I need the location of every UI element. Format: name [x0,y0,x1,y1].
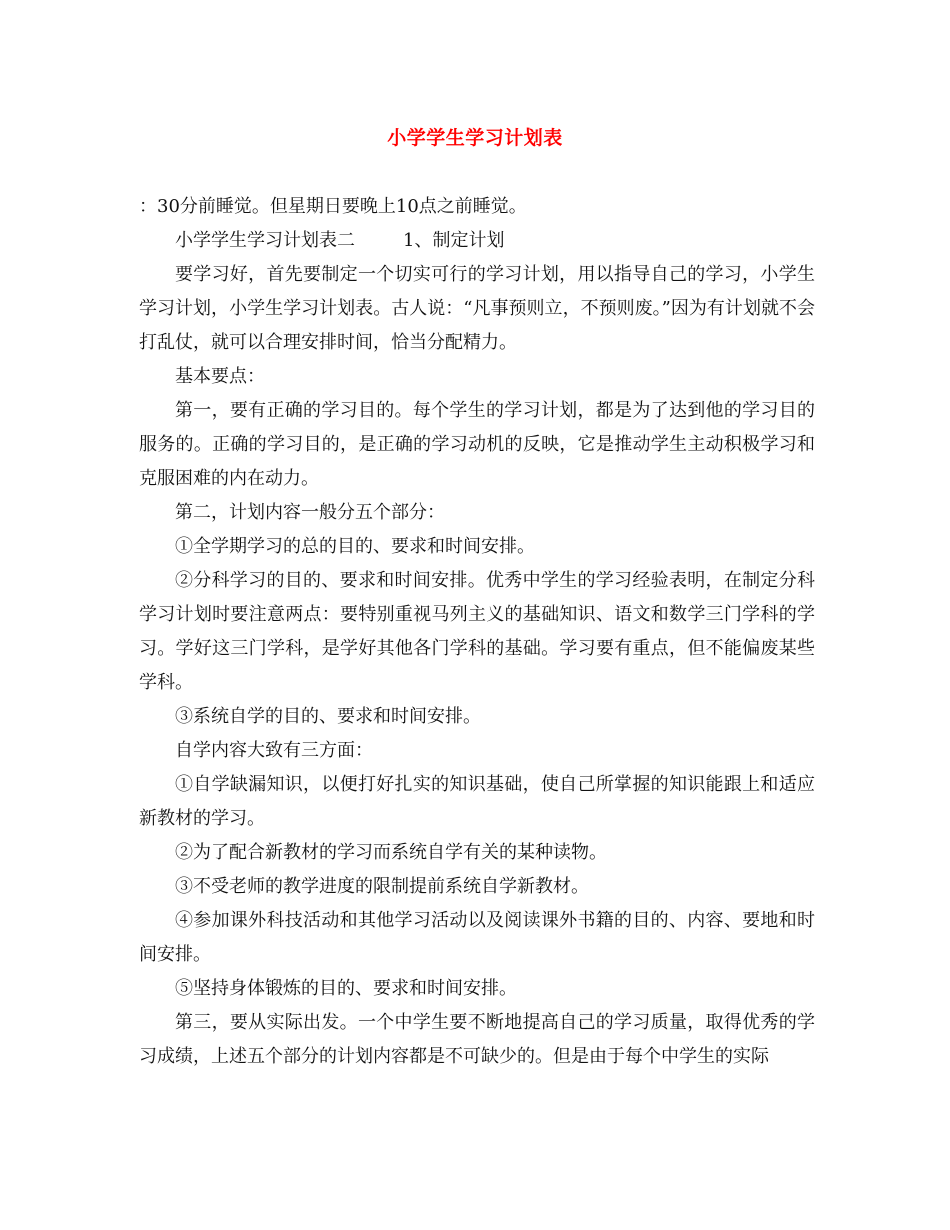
section-heading [139,224,815,258]
paragraph: 第三，要从实际出发。一个中学生要不断地提高自己的学习质量，取得优秀的学习成绩，上述五个部分的计划内容都是不可缺少的。但是由于每个中学生的实际 [139,1012,815,1067]
list-item: ④参加课外科技活动和其他学习活动以及阅读课外书籍的目的、内容、要地和时间安排。 [139,910,815,965]
list-item: ③系统自学的目的、要求和时间安排。 [175,706,481,727]
list-item: ①全学期学习的总的目的、要求和时间安排。 [175,536,535,557]
paragraph: 自学内容大致有三方面： [175,740,373,761]
list-item: ①自学缺漏知识，以便打好扎实的知识基础，使自己所掌握的知识能跟上和适应新教材的学习。 [139,774,815,829]
section-heading-subtitle: 1、制定计划 [403,230,505,251]
document-body [139,190,815,1074]
paragraph: 要学习好，首先要制定一个切实可行的学习计划，用以指导自己的学习，小学生学习计划，小学生学习计划表。古人说：“凡事预则立，不预则废。”因为有计划就不会打乱仗，就可以合理安排时间，恰当分配精力。 [139,264,815,353]
section-heading-title: 小学学生学习计划表二 [175,230,355,251]
list-item: ⑤坚持身体锻炼的目的、要求和时间安排。 [175,978,517,999]
document-title: 小学学生学习计划表 [387,127,563,149]
list-item: ③不受老师的教学进度的限制提前系统自学新教材。 [175,876,589,897]
list-item: ②分科学习的目的、要求和时间安排。优秀中学生的学习经验表明，在制定分科学习计划时要注意两点：要特别重视马列主义的基础知识、语文和数学三门学科的学习。学好这三门学科，是学好其他各门学科的基础。学习要有重点，但不能偏废某些学科。 [139,570,815,693]
paragraph: 第二，计划内容一般分五个部分： [175,502,445,523]
paragraph: 第一，要有正确的学习目的。每个学生的学习计划，都是为了达到他的学习目的服务的。正确的学习目的，是正确的学习动机的反映，它是推动学生主动积极学习和克服困难的内在动力。 [139,400,815,489]
paragraph: 基本要点： [175,366,265,387]
paragraph-intro-fragment: ：30分前睡觉。但星期日要晚上10点之前睡觉。 [139,196,527,217]
list-item: ②为了配合新教材的学习而系统自学有关的某种读物。 [175,842,607,863]
